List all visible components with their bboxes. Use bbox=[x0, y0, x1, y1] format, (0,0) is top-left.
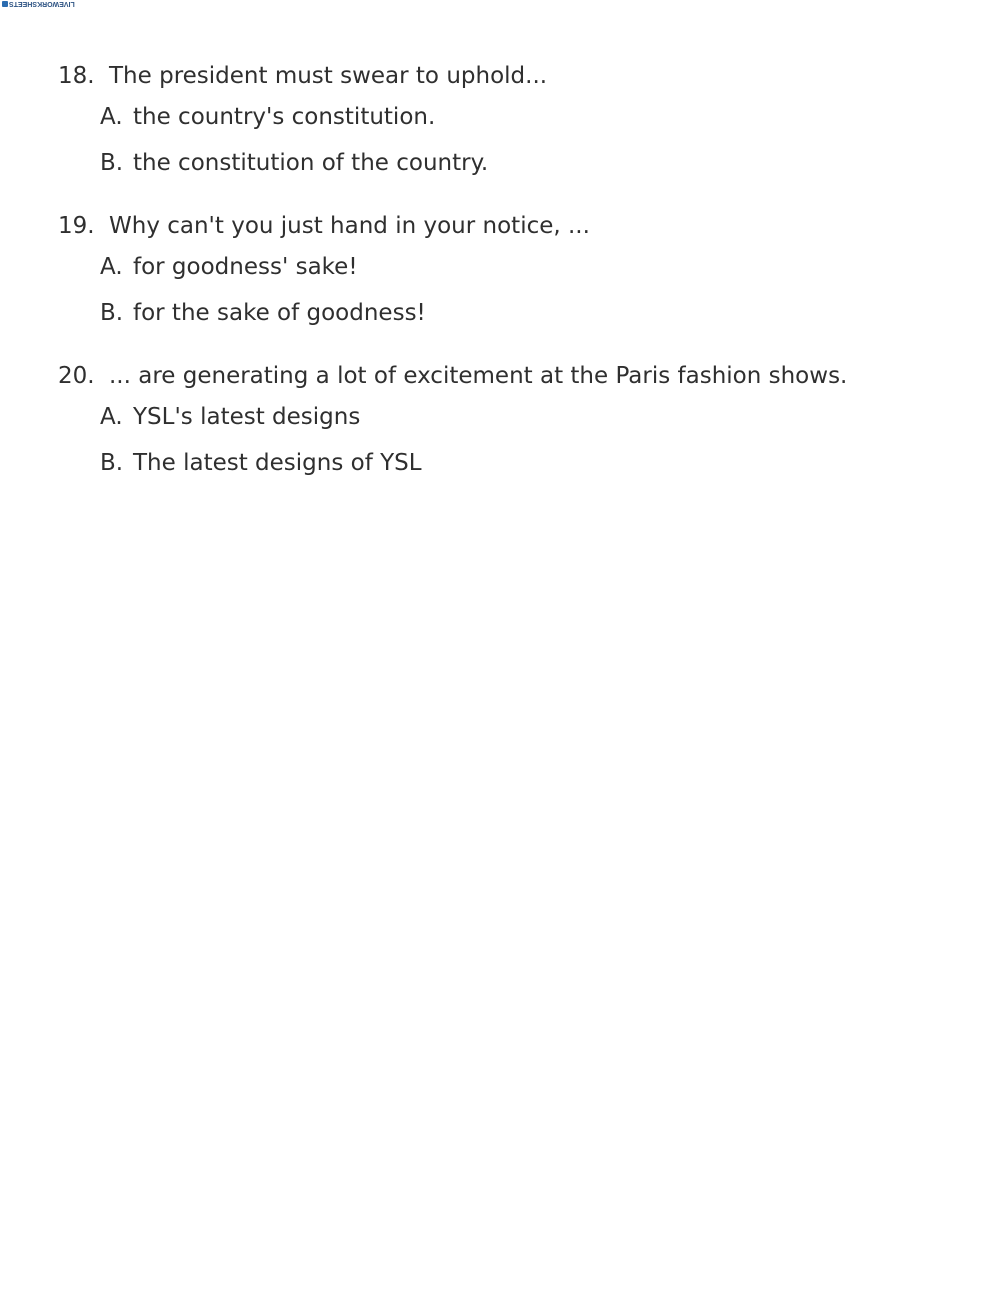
option-b[interactable] bbox=[58, 140, 958, 186]
option-letter: B. bbox=[100, 450, 124, 476]
question-19 bbox=[58, 208, 958, 336]
option-text: for the sake of goodness! bbox=[133, 300, 426, 326]
watermark bbox=[2, 0, 75, 7]
question-number: 20. bbox=[58, 363, 95, 389]
question-prompt bbox=[58, 208, 958, 244]
option-letter: A. bbox=[100, 104, 123, 130]
option-b[interactable] bbox=[58, 290, 958, 336]
question-number: 19. bbox=[58, 213, 95, 239]
question-18 bbox=[58, 58, 958, 186]
option-letter: B. bbox=[100, 300, 124, 326]
option-letter: B. bbox=[100, 150, 124, 176]
option-text: for goodness' sake! bbox=[133, 254, 358, 280]
question-text: Why can't you just hand in your notice, ... bbox=[109, 213, 590, 239]
option-b[interactable] bbox=[58, 440, 958, 486]
option-text: the country's constitution. bbox=[133, 104, 436, 130]
watermark-text: LIVEWORKSHEETS bbox=[9, 0, 75, 7]
question-prompt bbox=[58, 58, 958, 94]
option-text: YSL's latest designs bbox=[133, 404, 361, 430]
option-letter: A. bbox=[100, 404, 123, 430]
option-a[interactable] bbox=[58, 94, 958, 140]
logo-icon bbox=[2, 1, 8, 7]
question-20 bbox=[58, 358, 958, 486]
question-number: 18. bbox=[58, 63, 95, 89]
option-text: the constitution of the country. bbox=[133, 150, 489, 176]
option-a[interactable] bbox=[58, 394, 958, 440]
question-text: The president must swear to uphold... bbox=[109, 63, 548, 89]
question-text: ... are generating a lot of excitement at the Paris fashion shows. bbox=[109, 363, 848, 389]
option-a[interactable] bbox=[58, 244, 958, 290]
option-text: The latest designs of YSL bbox=[133, 450, 422, 476]
option-letter: A. bbox=[100, 254, 123, 280]
question-prompt bbox=[58, 358, 958, 394]
worksheet bbox=[58, 58, 958, 508]
